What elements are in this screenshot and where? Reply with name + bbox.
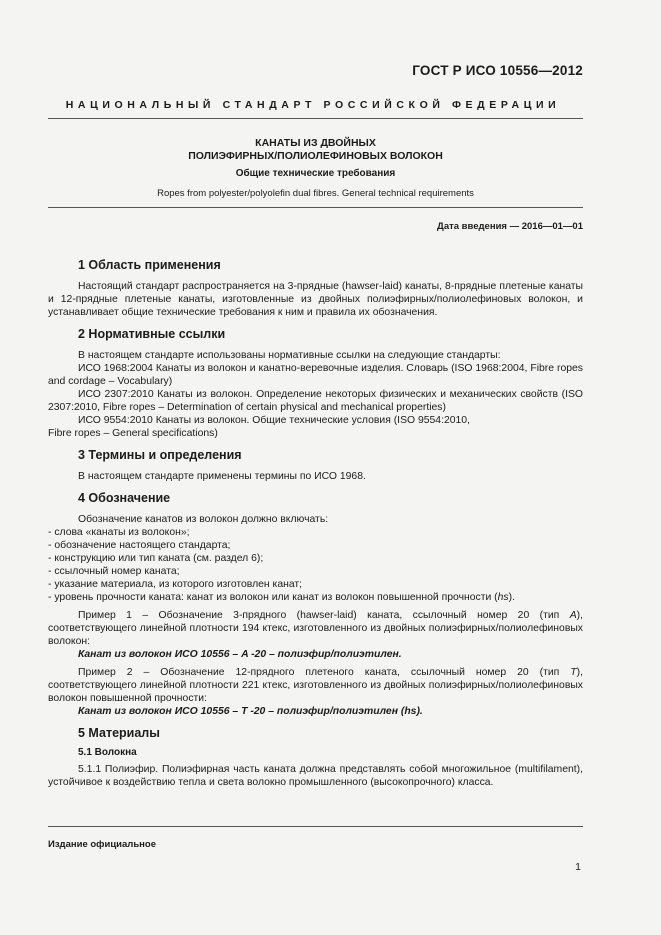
example-1-designation: Канат из волокон ИСО 10556 – A -20 – полиэфир/полиэтилен. (78, 649, 402, 660)
section-1-text: Настоящий стандарт распространяется на 3-прядные (hawser-laid) канаты, 8-прядные плетеные канаты и 12-прядные плетеные канаты, изготовленные из двойных полиэфирных/полиолефиновых волокон, и устанавливает общие технические требования к ним и правила их обозначения. (48, 281, 583, 318)
hs-abbreviation: hs (497, 592, 509, 603)
list-item: - конструкцию или тип каната (см. раздел 6); (48, 553, 264, 564)
reference-iso-9554-line-1: ИСО 9554:2010 Канаты из волокон. Общие технические условия (ISO 9554:2010, (78, 415, 470, 426)
list-item (48, 591, 583, 604)
footer-divider (48, 826, 583, 827)
document-body (48, 257, 583, 789)
example-2-post: ), соответствующего линейной плотности 221 ктекс, изготовленного из двойных полиэфирных/полиолефиновых волокон повышенной прочности: (48, 667, 583, 704)
section-1-heading: 1 Область применения (78, 258, 221, 272)
list-item: - указание материала, из которого изготовлен канат; (48, 579, 303, 590)
introduction-date: Дата введения — 2016—01—01 (437, 221, 583, 232)
reference-iso-1968: ИСО 1968:2004 Канаты из волокон и канатно-веревочные изделия. Словарь (ISO 1968:2004, Fibre ropes and cordage – Vocabulary) (48, 363, 583, 387)
header-divider (48, 118, 583, 119)
list-item-tail: ). (508, 592, 515, 603)
title-divider (48, 207, 583, 208)
english-title: Ropes from polyester/polyolefin dual fibres. General technical requirements (157, 188, 474, 199)
title-line-2: ПОЛИЭФИРНЫХ/ПОЛИОЛЕФИНОВЫХ ВОЛОКОН (188, 150, 443, 162)
example-1-pre: Пример 1 – Обозначение 3-прядного (hawser-laid) каната, ссылочный номер 20 (тип (78, 610, 570, 621)
reference-iso-2307: ИСО 2307:2010 Канаты из волокон. Определение некоторых физических и механических свойств (ISO 2307:2010, Fibre ropes – Determination of certain physical and mechanical properties) (48, 389, 583, 413)
page-number: 1 (575, 861, 581, 873)
document-subtitle: Общие технические требования (235, 168, 396, 179)
list-item: - обозначение настоящего стандарта; (48, 540, 231, 551)
example-2-designation: Канат из волокон ИСО 10556 – Т -20 – полиэфир/полиэтилен (hs). (78, 706, 423, 717)
example-1-text (48, 609, 583, 648)
section-3-heading: 3 Термины и определения (78, 448, 242, 462)
example-2-type: T (570, 667, 577, 678)
national-standard-banner: НАЦИОНАЛЬНЫЙ СТАНДАРТ РОССИЙСКОЙ ФЕДЕРАЦИИ (65, 99, 561, 111)
example-1-post: ), соответствующего линейной плотности 194 ктекс, изготовленного из двойных полиэфирных/полиолефиновых волокон: (48, 610, 583, 647)
example-2-pre: Пример 2 – Обозначение 12-прядного плетеного каната, ссылочный номер 20 (тип (78, 667, 571, 678)
section-5-1-1-text: 5.1.1 Полиэфир. Полиэфирная часть каната должна представлять собой многожильное (multifilament), устойчивое к воздействию тепла и света волокно промышленного (высокопрочного) класса. (48, 764, 583, 788)
example-1-type: A (569, 610, 577, 621)
example-2-text (48, 666, 583, 705)
section-4-intro: Обозначение канатов из волокон должно включать: (78, 514, 329, 525)
title-line-1: КАНАТЫ ИЗ ДВОЙНЫХ (255, 137, 376, 149)
list-item: - слова «канаты из волокон»; (48, 527, 190, 538)
section-2-heading: 2 Нормативные ссылки (78, 327, 226, 341)
section-2-intro: В настоящем стандарте использованы нормативные ссылки на следующие стандарты: (78, 350, 501, 361)
document-title (48, 137, 583, 163)
list-item: - ссылочный номер каната; (48, 566, 180, 577)
section-3-text: В настоящем стандарте применены термины по ИСО 1968. (78, 471, 366, 482)
official-edition-label: Издание официальное (48, 839, 156, 850)
section-5-heading: 5 Материалы (78, 726, 160, 740)
list-item-text: - уровень прочности каната: канат из волокон или канат из волокон повышенной прочности ( (48, 592, 498, 603)
document-number: ГОСТ Р ИСО 10556—2012 (412, 63, 583, 78)
subsection-5-1-heading: 5.1 Волокна (78, 747, 137, 758)
reference-iso-9554-line-2: Fibre ropes – General specifications) (48, 428, 218, 439)
section-4-heading: 4 Обозначение (78, 491, 171, 505)
